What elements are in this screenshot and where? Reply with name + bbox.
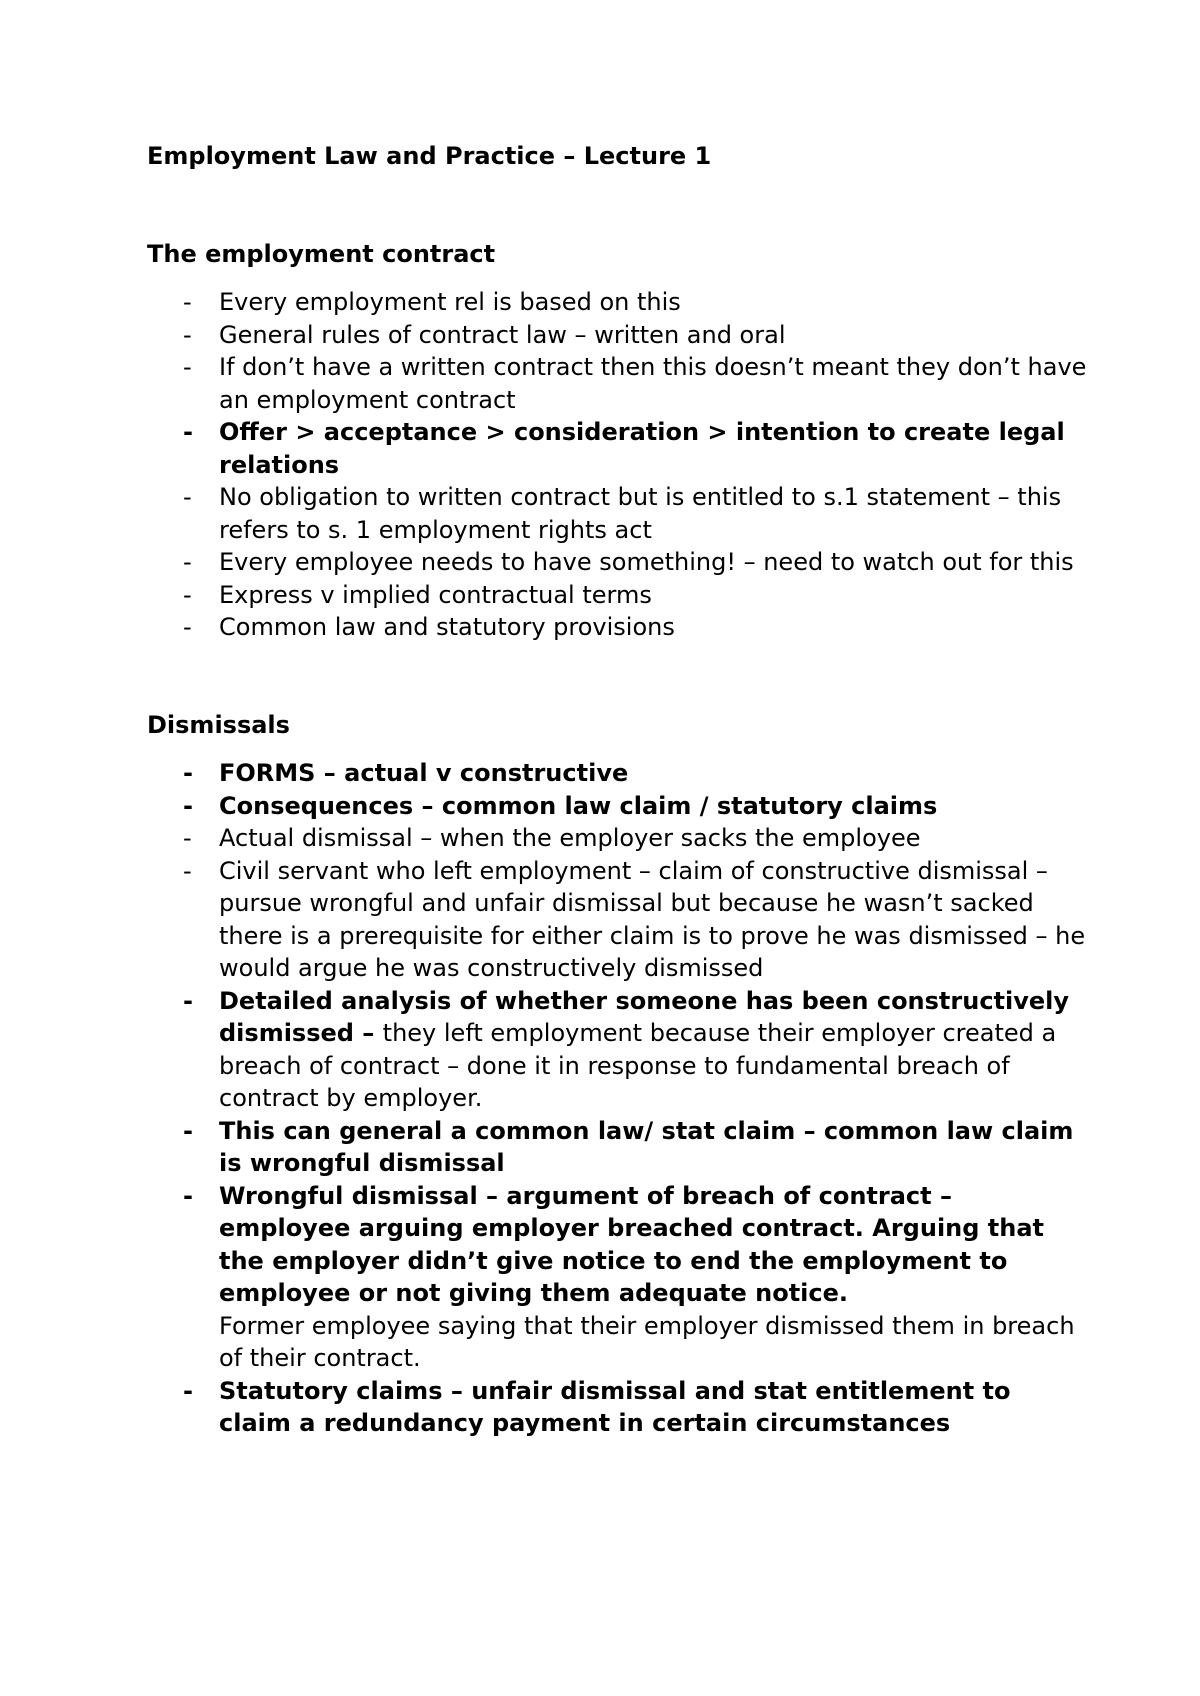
list-item [147,481,1087,546]
item-text: Civil servant who left employment – claim of constructive dismissal – pursue wrongful and unfair dismissal but because he wasn’t sacked there is a prerequisite for either claim is to prove he was dismissed – he would argue he was constructively dismissed [219,856,1086,982]
list-item [147,286,1087,319]
bold-text: FORMS – actual v constructive [219,759,629,787]
bold-text: Wrongful dismissal – argument of breach of contract – employee arguing employer breached contract. Arguing that the employer didn’t give notice to end the employment to employee or not giving them adequate notice. [219,1181,1045,1307]
bullet-dash: - [183,759,193,787]
bold-text: Detailed analysis of whether someone has been constructively dismissed – [219,986,1070,1047]
item-text: Every employment rel is based on this [219,288,681,316]
bullet-dash: - [183,320,192,349]
item-text: Common law and statutory provisions [219,613,675,641]
list-item [147,416,1087,481]
section-heading: The employment contract [147,239,496,268]
bullet-dash: - [183,483,192,511]
document-title: Employment Law and Practice – Lecture 1 [147,142,712,170]
item-text: they left employment because their employer created a breach of contract – done it in response to fundamental breach of contract by employer. [219,1019,1057,1112]
bullet-list [147,286,1087,644]
item-text: If don’t have a written contract then this doesn’t meant they don’t have an employment contract [219,353,1087,414]
bold-text: Offer > acceptance > consideration > intention to create legal relations [219,418,1065,479]
bullet-dash: - [183,1116,193,1145]
bullet-dash: - [183,791,193,820]
bullet-dash: - [183,1181,193,1210]
section-heading: Dismissals [147,710,290,739]
list-item [147,985,1087,1115]
document-page [147,140,1087,1440]
list-item [147,1375,1087,1440]
list-item [147,1115,1087,1180]
item-text: No obligation to written contract but is entitled to s.1 statement – this refers to s. 1 employment rights act [219,483,1062,544]
bullet-dash: - [183,986,193,1015]
bullet-dash: - [183,548,192,576]
item-text: Every employee needs to have something! – need to watch out for this [219,548,1074,576]
list-item [147,757,1087,790]
continuation-text: Former employee saying that their employer dismissed them in breach of their contract. [219,1311,1075,1372]
list-item [147,319,1087,352]
list-item [147,611,1087,644]
bold-text: This can general a common law/ stat claim – common law claim is wrongful dismissal [219,1116,1074,1177]
item-text: General rules of contract law – written and oral [219,320,786,349]
item-text: Actual dismissal – when the employer sacks the employee [219,824,921,852]
bullet-dash: - [183,580,192,609]
bullet-dash: - [183,613,192,641]
bullet-dash: - [183,418,193,446]
list-item [147,855,1087,985]
list-item [147,1180,1087,1375]
item-text: Express v implied contractual terms [219,580,652,609]
list-item [147,822,1087,855]
list-item [147,546,1087,579]
list-item [147,579,1087,612]
bullet-dash: - [183,1376,193,1405]
bullet-dash: - [183,856,192,885]
bold-text: Consequences – common law claim / statutory claims [219,791,938,820]
bullet-dash: - [183,824,192,852]
bullet-dash: - [183,288,192,316]
bullet-list [147,757,1087,1440]
list-item [147,351,1087,416]
list-item [147,790,1087,823]
bold-text: Statutory claims – unfair dismissal and stat entitlement to claim a redundancy payment in certain circumstances [219,1376,1011,1437]
bullet-dash: - [183,353,192,381]
